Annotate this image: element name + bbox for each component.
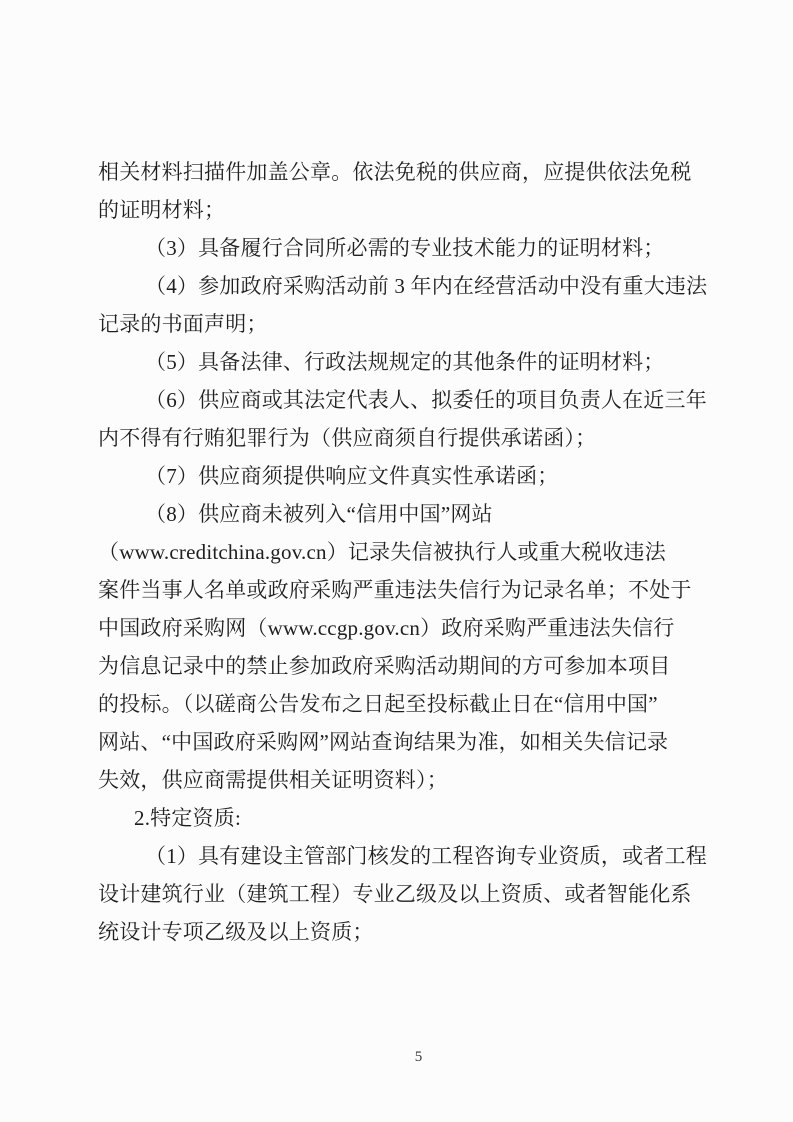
text-line: 记录的书面声明； (98, 312, 268, 336)
text-line: （3）具备履行合同所必需的专业技术能力的证明材料； (145, 236, 665, 260)
text-line: 中国政府采购网（www.ccgp.gov.cn）政府采购严重违法失信行 (98, 616, 675, 640)
document-body (98, 153, 708, 951)
text-line: （1）具有建设主管部门核发的工程咨询专业资质，或者工程 (145, 844, 707, 868)
text-line: （5）具备法律、行政法规规定的其他条件的证明材料； (145, 350, 665, 374)
text-line: （8）供应商未被列入“信用中国”网站 (145, 502, 493, 526)
text-line: 的证明材料； (98, 198, 226, 222)
text-line: （www.creditchina.gov.cn）记录失信被执行人或重大税收违法 (98, 540, 666, 564)
text-line: 设计建筑行业（建筑工程）专业乙级及以上资质、或者智能化系 (98, 882, 692, 906)
text-line: 内不得有行贿犯罪行为（供应商须自行提供承诺函）； (98, 426, 597, 450)
page-number: 5 (414, 1049, 423, 1065)
text-line: 案件当事人名单或政府采购严重违法失信行为记录名单；不处于 (98, 578, 692, 602)
text-line: 为信息记录中的禁止参加政府采购活动期间的方可参加本项目 (98, 654, 671, 678)
text-line: 网站、“中国政府采购网”网站查询结果为准，如相关失信记录 (98, 730, 669, 754)
text-line: 2.特定资质: (134, 806, 241, 830)
text-line: 的投标。（以磋商公告发布之日起至投标截止日在“信用中国” (98, 692, 658, 716)
text-line: 相关材料扫描件加盖公章。依法免税的供应商，应提供依法免税 (98, 160, 692, 184)
text-line: （4）参加政府采购活动前 3 年内在经营活动中没有重大违法 (145, 274, 708, 298)
text-line: 统设计专项乙级及以上资质； (98, 920, 374, 944)
text-line: （7）供应商须提供响应文件真实性承诺函； (145, 464, 559, 488)
text-line: 失效，供应商需提供相关证明资料）； (98, 768, 448, 792)
text-line: （6）供应商或其法定代表人、拟委任的项目负责人在近三年 (145, 388, 707, 412)
